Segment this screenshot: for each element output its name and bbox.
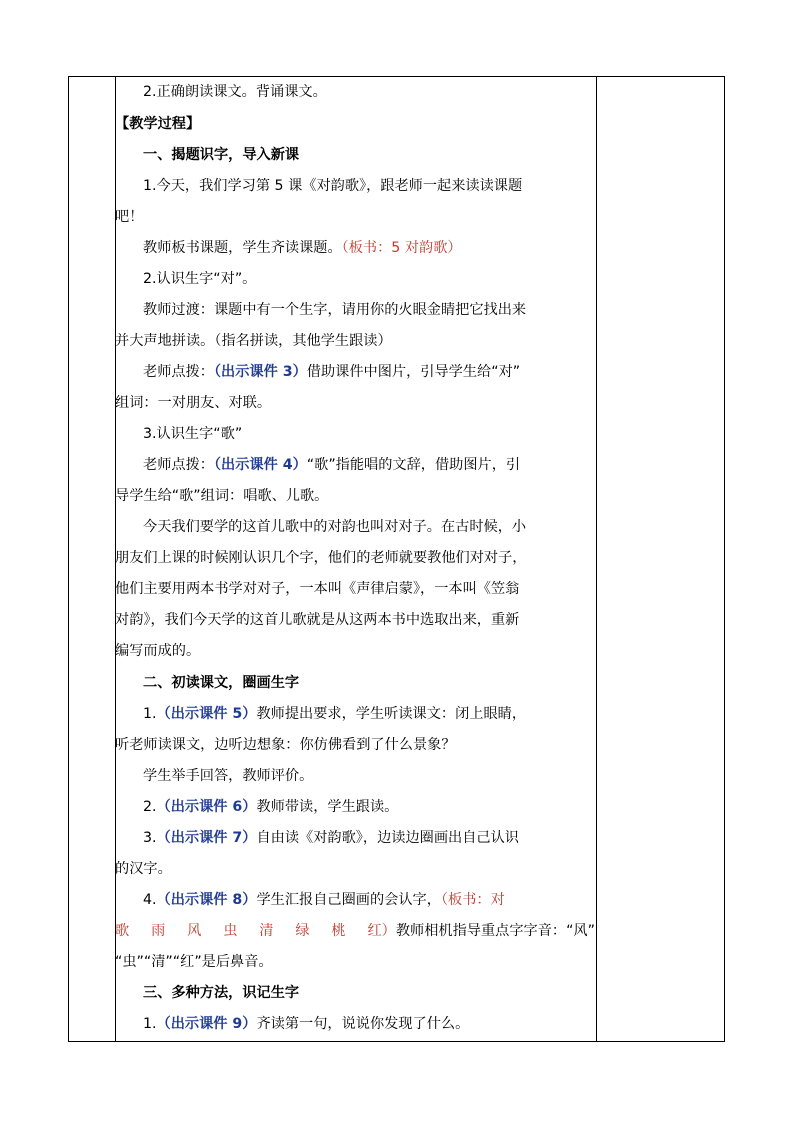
courseware-ref-4: （出示课件 4） xyxy=(213,457,307,473)
character-3: 风 xyxy=(187,923,202,939)
paragraph-12-pre: 3. xyxy=(143,830,157,846)
paragraph-2 xyxy=(115,236,462,260)
paragraph-6: 3.认识生字“歌” xyxy=(143,426,243,442)
paragraph-9-post: 教师提出要求，学生听读课文：闭上眼睛， xyxy=(256,706,527,722)
paragraph-2-text: 教师板书课题，学生齐读课题。 xyxy=(143,240,342,256)
courseware-ref-8: （出示课件 8） xyxy=(156,892,257,908)
paragraph-11-pre: 2. xyxy=(143,799,157,815)
character-6: 绿 xyxy=(295,923,310,939)
paragraph-11-post: 教师带读，学生跟读。 xyxy=(256,799,399,815)
character-1: 歌 xyxy=(115,923,130,939)
paragraph-7 xyxy=(115,453,520,477)
paragraph-14-post: 教师相机指导重点字字音：“风” xyxy=(395,923,595,939)
process-heading: 【教学过程】 xyxy=(115,116,201,132)
courseware-ref-5: （出示课件 5） xyxy=(156,706,257,722)
paragraph-13-post: 学生汇报自己圈画的会认字， xyxy=(256,892,441,908)
paragraph-4a: 教师过渡：课题中有一个生字，请用你的火眼金睛把它找出来 xyxy=(143,302,527,318)
paragraph-9 xyxy=(115,702,526,726)
paragraph-9b: 听老师读课文，边听边想象：你仿佛看到了什么景象？ xyxy=(115,737,456,753)
paragraph-5-pre: 老师点拨： xyxy=(143,364,214,380)
paragraph-13-pre: 4. xyxy=(143,892,157,908)
paragraph-4b: 并大声地拼读。（指名拼读，其他学生跟读） xyxy=(115,333,392,349)
paragraph-1b: 吧！ xyxy=(115,209,144,225)
section-2-heading: 二、初读课文，圈画生字 xyxy=(143,675,300,691)
character-2: 雨 xyxy=(151,923,166,939)
paragraph-7b: 导学生给“歌”组词：唱歌、儿歌。 xyxy=(115,488,329,504)
paragraph-10: 学生举手回答，教师评价。 xyxy=(143,768,314,784)
character-8: 红） xyxy=(367,923,396,939)
paragraph-5-post: 借助课件中图片，引导学生给“对” xyxy=(306,364,521,380)
paragraph-16-pre: 1. xyxy=(143,1016,157,1032)
paragraph-7-post: “歌”指能唱的文辞，借助图片，引 xyxy=(306,457,521,473)
courseware-ref-3: （出示课件 3） xyxy=(213,364,307,380)
paragraph-8e: 编写而成的。 xyxy=(115,643,201,659)
goal-line: 2.正确朗读课文。背诵课文。 xyxy=(143,84,327,100)
paragraph-1a: 1.今天，我们学习第 5 课《对韵歌》，跟老师一起来读读课题 xyxy=(143,178,523,194)
section-1-heading: 一、揭题识字，导入新课 xyxy=(143,147,300,163)
character-7: 桃 xyxy=(331,923,346,939)
section-3-heading: 三、多种方法，识记生字 xyxy=(143,985,300,1001)
paragraph-8c: 他们主要用两本书学对对子，一本叫《声律启蒙》，一本叫《笠翁 xyxy=(115,581,520,597)
courseware-ref-6: （出示课件 6） xyxy=(156,799,257,815)
character-5: 清 xyxy=(259,923,274,939)
blackboard-note-start: （板书：对 xyxy=(440,892,505,908)
column-divider-2 xyxy=(596,77,597,1041)
paragraph-11 xyxy=(115,795,398,819)
paragraph-9-pre: 1. xyxy=(143,706,157,722)
courseware-ref-7: （出示课件 7） xyxy=(156,830,257,846)
paragraph-8b: 朋友们上课的时候刚认识几个字，他们的老师就要教他们对对子， xyxy=(115,550,527,566)
paragraph-14 xyxy=(115,919,595,943)
courseware-ref-9: （出示课件 9） xyxy=(156,1016,257,1032)
paragraph-8a: 今天我们要学的这首儿歌中的对韵也叫对对子。在古时候，小 xyxy=(143,519,527,535)
paragraph-16-post: 齐读第一句，说说你发现了什么。 xyxy=(256,1016,470,1032)
paragraph-15: “虫”“清”“红”是后鼻音。 xyxy=(115,954,273,970)
paragraph-3: 2.认识生字“对”。 xyxy=(143,271,257,287)
paragraph-16 xyxy=(115,1012,469,1036)
paragraph-14-tail xyxy=(367,919,595,943)
paragraph-8d: 对韵》，我们今天学的这首儿歌就是从这两本书中选取出来，重新 xyxy=(115,612,520,628)
paragraph-5b: 组词：一对朋友、对联。 xyxy=(115,395,272,411)
paragraph-13 xyxy=(115,888,505,912)
blackboard-note: （板书：5 对韵歌） xyxy=(341,240,462,256)
paragraph-12-post: 自由读《对韵歌》，边读边圈画出自己认识 xyxy=(256,830,519,846)
character-4: 虫 xyxy=(223,923,238,939)
paragraph-12b: 的汉字。 xyxy=(115,861,172,877)
paragraph-12 xyxy=(115,826,519,850)
paragraph-7-pre: 老师点拨： xyxy=(143,457,214,473)
paragraph-5 xyxy=(115,360,520,384)
